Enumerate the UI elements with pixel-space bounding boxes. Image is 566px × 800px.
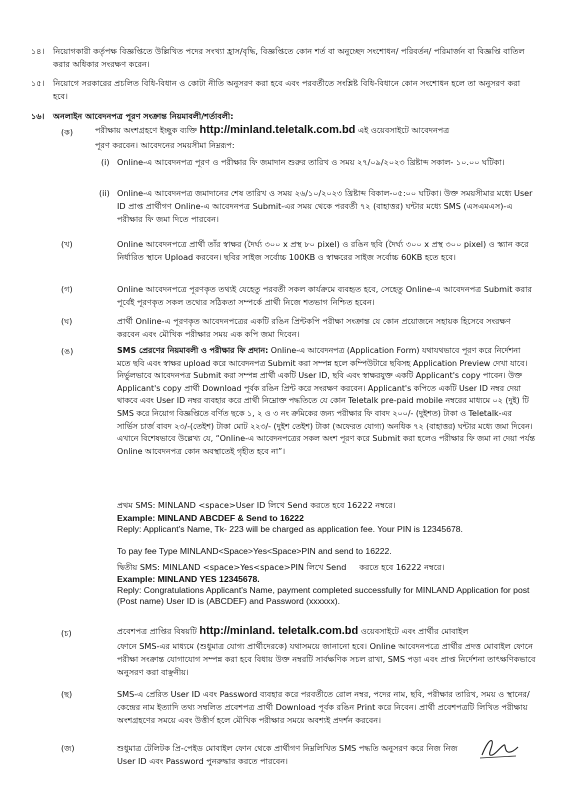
item-kh-text: Online আবেদনপত্রে প্রার্থী তাঁর স্বাক্ষর (দৈর্ঘ্য ৩০০ x প্রস্থ ৮০ pixel) ও রঙিন ছবি (দৈর্ঘ্য ৩০০ x প্রস্থ ৩০০ pixel) ও স্ক্যান করে নির্ধারিত স্থানে Upload করবেন। ছবির সাইজ সর্বোচ্চ 100KB ও স্বাক্ষরের সাইজ সর্বোচ্চ 60KB হতে হবে। bbox=[117, 239, 529, 263]
item-chh-text: SMS-এ প্রেরিত User ID এবং Password ব্যবহার করে পরবর্তীতে রোল নম্বর, পদের নাম, ছবি, পরীক্ষার তারিখ, সময় ও স্থানের/কেন্দ্রের নাম ইত্যাদি তথ্য সম্বলিত প্রবেশপত্র প্রার্থী Download পূর্বক রঙিন Print করে নিবেন। প্রার্থী প্রবেশপত্রটি লিখিত পরীক্ষায় অংশগ্রহণের সময়ে এবং উত্তীর্ণ হলে মৌখিক পরীক্ষার সময়ে অবশ্যই প্রদর্শন করবেন। bbox=[117, 689, 530, 726]
item-g-text: Online আবেদনপত্রে পূরণকৃত তথ্যই যেহেতু পরবর্তী সকল কার্যক্রমে ব্যবহৃত হবে, সেহেতু Online-এ আবেদনপত্র Submit করার পূর্বেই পূরণকৃত সকল তথ্যের সঠিকতা সম্পর্কে প্রার্থী নিজে শতভাগ নিশ্চিত হবেন। bbox=[117, 284, 532, 308]
item-ch-line1 bbox=[117, 625, 537, 638]
item-k-line1-post: এই ওয়েবসাইটে আবেদনপত্র bbox=[357, 125, 450, 135]
item-ch-post: ওয়েবসাইটে এবং প্রার্থীর মোবাইল bbox=[360, 626, 469, 636]
item-k-label: (ক) bbox=[61, 127, 73, 137]
item-chh-label: (ছ) bbox=[61, 689, 73, 699]
item-14-text: নিয়োগকারী কর্তৃপক্ষ বিজ্ঞপ্তিতে উল্লিখিত পদের সংখ্যা হ্রাস/বৃদ্ধি, বিজ্ঞপ্তিতে কোন শর্ত বা অনুচ্ছেদ সংশোধন/ পরিবর্তন/ পরিমার্জন বা বিজ্ঞপ্তি বাতিল করার অধিকার সংরক্ষণ করেন। bbox=[53, 46, 525, 70]
item-16-number: ১৬। bbox=[31, 111, 45, 121]
item-ch-label: (চ) bbox=[61, 628, 72, 638]
item-16-heading: অনলাইন আবেদনপত্র পূরণ সংক্রান্ত নিয়মাবলী/শর্তাবলী: bbox=[53, 111, 234, 121]
item-15-text: নিয়োগে সরকারের প্রচলিত বিধি-বিধান ও কোটা নীতি অনুসরণ করা হবে এবং পরবর্তীতে সংশ্লিষ্ট বিধি-বিধানে কোন সংশোধন হলে তা অনুসরণ করা হবে। bbox=[53, 78, 521, 102]
sms1-line: প্রথম SMS: MINLAND <space>User ID লিখে Send করতে হবে 16222 নম্বরে। bbox=[117, 500, 396, 510]
item-k-ii-text: Online-এ আবেদনপত্র জমাদানের শেষ তারিখ ও সময় ২৬/১০/২০২৩ খ্রিষ্টাব্দ বিকাল-০৫:০০ ঘটিকা। উক্ত সময়সীমার মধ্যে User ID প্রাপ্ত প্রার্থীগণ Online-এ আবেদনপত্র Submit-এর সময় থেকে পরবর্তী ৭২ (বাহাত্তর) ঘন্টার মধ্যে SMS (এসএমএস)-এ পরীক্ষার ফি জমা দিতে পারবেন। bbox=[117, 188, 533, 225]
sms2-reply: Reply: Congratulations Applicant's Name, payment completed successfully for MINLAND Application for post (Post name) User ID is (ABCDEF) and Password (xxxxxx). bbox=[117, 585, 530, 606]
item-gh-text: প্রার্থী Online-এ পূরণকৃত আবেদনপত্রের একটি রঙিন প্রিন্টকপি পরীক্ষা সংক্রান্ত যে কোন প্রয়োজনে সহায়ক হিসেবে সংরক্ষণ করবেন এবং মৌখিক পরীক্ষার সময় এক কপি জমা দিবেন। bbox=[117, 316, 511, 340]
item-14-number: ১৪। bbox=[31, 46, 45, 56]
item-j-label: (জ) bbox=[61, 743, 75, 753]
item-kh-label: (খ) bbox=[61, 239, 73, 249]
item-ch-text: ফোনে SMS-এর মাধ্যমে (শুধুমাত্র যোগ্য প্রার্থীদেরকে) যথাসময়ে জানানো হবে। Online আবেদনপত্রে প্রার্থীর প্রদত্ত মোবাইল ফোনে পরীক্ষা সংক্রান্ত যোগাযোগ সম্পন্ন করা হবে বিধায় উক্ত নম্বরটি সার্বক্ষণিক সচল রাখা, SMS পড়া এবং প্রাপ্ত নির্দেশনা তাৎক্ষণিকভাবে অনুসরণ করা বাঞ্ছনীয়। bbox=[117, 641, 536, 678]
item-ch-pre: প্রবেশপত্র প্রাপ্তির বিষয়টি bbox=[117, 626, 197, 636]
item-k-line1-pre: পরীক্ষায় অংশগ্রহণে ইচ্ছুক ব্যক্তি bbox=[95, 125, 197, 135]
item-k-ii-label: (ii) bbox=[99, 188, 110, 198]
teletalk-url-link-2[interactable]: http://minland. teletalk.com.bd bbox=[199, 625, 359, 637]
item-gh-label: (ঘ) bbox=[61, 316, 73, 326]
teletalk-url-link[interactable]: http://minland.teletalk.com.bd bbox=[199, 124, 356, 136]
item-k-line1 bbox=[95, 124, 535, 137]
item-ng-heading: SMS প্রেরণের নিয়মাবলী ও পরীক্ষার ফি প্রদান: bbox=[117, 346, 269, 355]
item-j-text: শুধুমাত্র টেলিটক প্রি-পেইড মোবাইল ফোন থেকে প্রার্থীগণ নিম্নলিখিত SMS পদ্ধতি অনুসরণ করে নিজ নিজ User ID এবং Password পুনরুদ্ধার করতে পারবেন। bbox=[117, 743, 458, 767]
item-k-i-text: Online-এ আবেদনপত্র পূরণ ও পরীক্ষার ফি জমাদান শুরুর তারিখ ও সময় ২৭/০৯/২০২৩ খ্রিষ্টাব্দ সকাল- ১০.০০ ঘটিকা। bbox=[117, 157, 505, 167]
item-15-number: ১৫। bbox=[31, 78, 45, 88]
item-k-line2: পূরণ করবেন। আবেদনের সময়সীমা নিম্নরূপ: bbox=[95, 140, 235, 150]
item-ng-text: Online-এ আবেদনপত্র (Application Form) যথাযথভাবে পূরণ করে নির্দেশনা মতে ছবি এবং স্বাক্ষর upload করে আবেদনপত্র Submit করা সম্পন্ন হলে কম্পিউটারে ছবিসহ Application Preview দেখা যাবে। নির্ভুলভাবে আবেদনপত্র Submit করা সম্পন্ন প্রার্থী একটি User ID, ছবি এবং স্বাক্ষরযুক্ত একটি Applicant's copy পাবেন। উক্ত Applicant's copy প্রার্থী Download পূর্বক রঙিন প্রিন্ট করে সংরক্ষণ করবেন। Applicant's কপিতে একটি User ID নম্বর দেয়া থাকবে এবং User ID নম্বর ব্যবহার করে প্রার্থী নিম্নোক্ত পদ্ধতিতে যে কোন Teletalk pre-paid mobile নম্বরের মাধ্যমে ০২ (দুই) টি SMS করে নিয়োগ বিজ্ঞপ্তিতে বর্ণিত ছকে ১, ২ ও ৩ নং ক্রমিকের জন্য পরীক্ষার ফি বাবদ ২০০/- (দুইশত) টাকা ও Teletalk-এর সার্ভিস চার্জ বাবদ ২৩/-(তেইশ) টাকা মোট ২২৩/- (দুইশ তেইশ) টাকা (অফেরত যোগ্য) অনধিক ৭২ (বাহাত্তর) ঘন্টার মধ্যে জমা দিবেন। এখানে বিশেষভাবে উল্লেখ্য যে, “Online-এ আবেদনপত্রের সকল অংশ পূরণ করে Submit করা হলেও পরীক্ষার ফি জমা না দেয়া পর্যন্ত Online আবেদনপত্র কোন অবস্থাতেই গৃহীত হবে না”। bbox=[117, 346, 535, 456]
sms2-line: দ্বিতীয় SMS: MINLAND <space>Yes<space>PIN লিখে Send করতে হবে 16222 নম্বরে। bbox=[117, 562, 445, 572]
signature-mark bbox=[478, 735, 520, 761]
item-g-label: (গ) bbox=[61, 284, 73, 294]
item-k-i-label: (i) bbox=[101, 157, 110, 167]
sms1-example: Example: MINLAND ABCDEF & Send to 16222 bbox=[117, 513, 304, 523]
item-ng-body bbox=[117, 345, 535, 458]
sms1-reply: Reply: Applicant's Name, Tk- 223 will be charged as application fee. Your PIN is 12345678. bbox=[117, 524, 463, 534]
item-ng-label: (ঙ) bbox=[61, 346, 74, 356]
sms1-pay-instruction: To pay fee Type MINLAND<Space>Yes<Space>PIN and send to 16222. bbox=[117, 546, 392, 556]
sms2-example: Example: MINLAND YES 12345678. bbox=[117, 574, 260, 584]
